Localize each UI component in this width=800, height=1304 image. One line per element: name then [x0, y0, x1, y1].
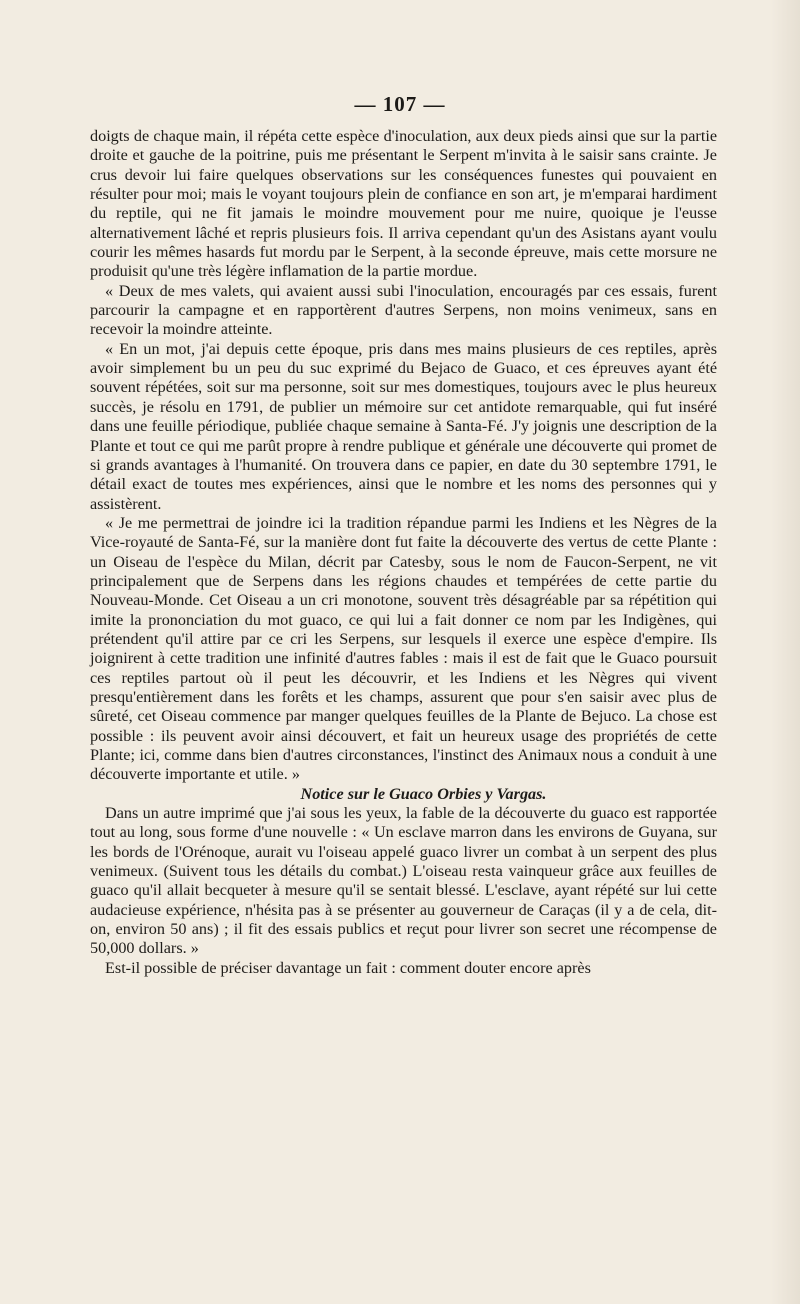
body-text: [90, 127, 717, 978]
paragraph-2: « Deux de mes valets, qui avaient aussi subi l'inoculation, encouragés par ces essais, furent parcourir la campagne et en rapportèrent d'autres Serpens, non moins venimeux, sans en recevoir la moindre atteinte.: [90, 281, 717, 339]
page-number: — 107 —: [354, 92, 446, 116]
paragraph-4: « Je me permettrai de joindre ici la tradition répandue parmi les Indiens et les Nègres de la Vice-royauté de Santa-Fé, sur la manière dont fut faite la découverte des vertus de cette Plante : un Oiseau de l'espèce du Milan, décrit par Catesby, sous le nom de Faucon-Serpent, ne vit principalement que de Serpens dans les régions chaudes et tempérées de cette partie du Nouveau-Monde. Cet Oiseau a un cri monotone, souvent très désagréable par sa répétition qui imite la prononciation du mot guaco, ce qui lui a fait donner ce nom par les Indigènes, qui prétendent qu'il attire par ce cri les Serpens, sur lesquels il exerce une espèce d'empire. Ils joignirent à cette tradition une infinité d'autres fables : mais il est de fait que le Guaco poursuit ces reptiles partout où il peut les découvrir, et les Indiens et les Nègres qui vivent presqu'entièrement dans les forêts et les champs, assurent que pour s'en saisir avec plus de sûreté, cet Oiseau commence par manger quelques feuilles de la Plante de Bejuco. La chose est possible : ils peuvent avoir ainsi découvert, et fait un heureux usage des propriétés de cette Plante; ici, comme dans bien d'autres circonstances, l'instinct des Animaux nous a conduit à une découverte importante et utile. »: [90, 513, 717, 784]
paragraph-3: « En un mot, j'ai depuis cette époque, pris dans mes mains plusieurs de ces reptiles, après avoir simplement bu un peu du suc exprimé du Bejaco de Guaco, et ces épreuves ayant été souvent répétées, soit sur ma personne, soit sur mes domestiques, toujours avec le plus heureux succès, je résolu en 1791, de publier un mémoire sur cet antidote remarquable, qui fut inséré dans une feuille périodique, publiée chaque semaine à Santa-Fé. J'y joignis une description de la Plante et tout ce qui me parût propre à rendre publique et générale une découverte qui promet de si grands avantages à l'humanité. On trouvera dans ce papier, en date du 30 septembre 1791, le détail exact de toutes mes expériences, ainsi que le nombre et les noms des personnes qui y assistèrent.: [90, 339, 717, 513]
paragraph-1: doigts de chaque main, il répéta cette espèce d'inoculation, aux deux pieds ainsi que sur la partie droite et gauche de la poitrine, puis me présentant le Serpent m'invita à le saisir sans crainte. Je crus devoir lui faire quelques observations sur les conséquences funestes qui pouvaient en résulter pour moi; mais le voyant toujours plein de confiance en son art, je m'emparai hardiment du reptile, qui ne fit jamais le moindre mouvement pour me nuire, quoique je l'eusse alternativement lâché et repris plusieurs fois. Il arriva cependant qu'un des Asistans ayant voulu courir les mêmes hasards fut mordu par le Serpent, à la seconde épreuve, mais cette morsure ne produisit qu'une très légère inflamation de la partie mordue.: [90, 127, 717, 281]
paragraph-5: Dans un autre imprimé que j'ai sous les yeux, la fable de la découverte du guaco est rapportée tout au long, sous forme d'une nouvelle : « Un esclave marron dans les environs de Guyana, sur les bords de l'Orénoque, aurait vu l'oiseau appelé guaco livrer un combat à un serpent des plus venimeux. (Suivent tous les détails du combat.) L'oiseau resta vainqueur grâce aux feuilles de guaco qu'il allait becqueter à mesure qu'il se sentait blessé. L'esclave, ayant répété sur lui cette audacieuse expérience, n'hésita pas à se présenter au gouverneur de Caraças (il y a de cela, dit-on, environ 50 ans) ; il fit des essais publics et reçut pour livrer son secret une récompense de 50,000 dollars. »: [90, 804, 717, 958]
notice-title: Notice sur le Guaco Orbies y Vargas.: [300, 784, 547, 803]
page-edge-shadow: [770, 0, 800, 1304]
paragraph-6: Est-il possible de préciser davantage un fait : comment douter encore après: [105, 958, 591, 977]
